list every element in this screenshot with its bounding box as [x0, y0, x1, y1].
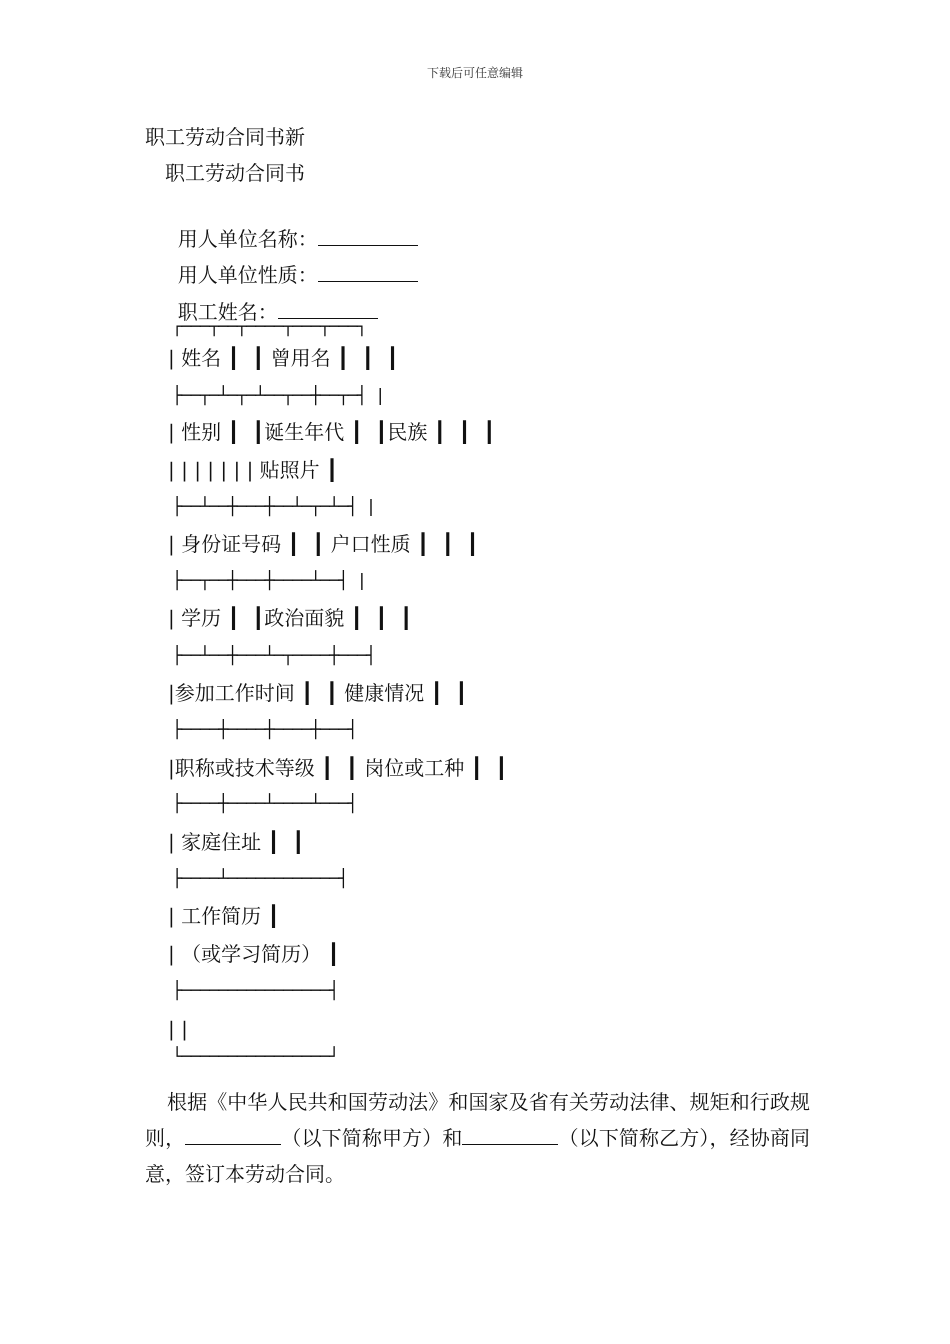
table-rule-4: ├──┴──┼───┴─┬────┼───┤ [172, 646, 376, 666]
table-row-blank: | | [168, 1017, 188, 1041]
employer-type-label: 用人单位性质： [177, 263, 318, 287]
intro-paragraph [145, 1084, 810, 1192]
table-rule-7: ├────┴────────────┤ [172, 869, 348, 889]
table-rule-6: ├────┼────┴────┴───┤ [172, 794, 357, 814]
employee-name-label: 职工姓名： [177, 300, 278, 324]
table-row-gender: | 性别 ┃ ┃诞生年代 ┃ ┃民族 ┃ ┃ ┃ [168, 420, 496, 444]
table-rule-2: ├──┴──┼───┼──┴─┬─┴─┤ | [172, 497, 376, 517]
table-rule-3: ├──┬──┼───┼────┴──┤ | [172, 571, 366, 591]
paragraph-part3: （以下简称乙方），经协商同意，签订本劳动合同。 [145, 1126, 811, 1186]
table-row-name: | 姓名 ┃ ┃ 曾用名 ┃ ┃ ┃ [168, 346, 399, 370]
header-note: 下载后可任意编辑 [426, 66, 523, 80]
paragraph-part1: 根据《中华人民共和国劳动法》和国家及省有关劳动法律、规矩和行政规则， [145, 1090, 810, 1150]
contract-subtitle: 职工劳动合同书 [165, 161, 305, 185]
paragraph-part2: （以下简称甲方）和 [281, 1126, 463, 1150]
table-row-title: |职称或技术等级 ┃ ┃ 岗位或工种 ┃ ┃ [168, 756, 508, 780]
table-row-id: | 身份证号码 ┃ ┃ 户口性质 ┃ ┃ ┃ [168, 532, 479, 556]
table-row-resume: | 工作简历 ┃ [168, 904, 280, 928]
party-b-blank [462, 1124, 558, 1145]
table-rule-5: ├────┼────┼────┼───┤ [172, 720, 357, 740]
document-title: 职工劳动合同书新 [145, 125, 305, 149]
table-rule-8: ├────────────────┤ [172, 981, 339, 1001]
table-rule-1: ├──┬─┴─┬─┴──┬──┼──┬─┤ | [172, 386, 385, 406]
table-rule-top: ┌───┬──┬────┬───┬───┐ [172, 317, 366, 337]
table-row-resume-sub: | （或学习简历） ┃ [168, 942, 340, 966]
table-row-education: | 学历 ┃ ┃政治面貌 ┃ ┃ ┃ [168, 606, 413, 630]
employer-name-label: 用人单位名称： [177, 227, 318, 251]
table-row-work-time: |参加工作时间 ┃ ┃ 健康情况 ┃ ┃ [168, 681, 468, 705]
table-row-photo: | | | | | | | 贴照片 ┃ [168, 458, 339, 482]
table-rule-bottom: └────────────────┘ [172, 1047, 339, 1067]
table-row-address: | 家庭住址 ┃ ┃ [168, 830, 305, 854]
party-a-blank [185, 1124, 281, 1145]
